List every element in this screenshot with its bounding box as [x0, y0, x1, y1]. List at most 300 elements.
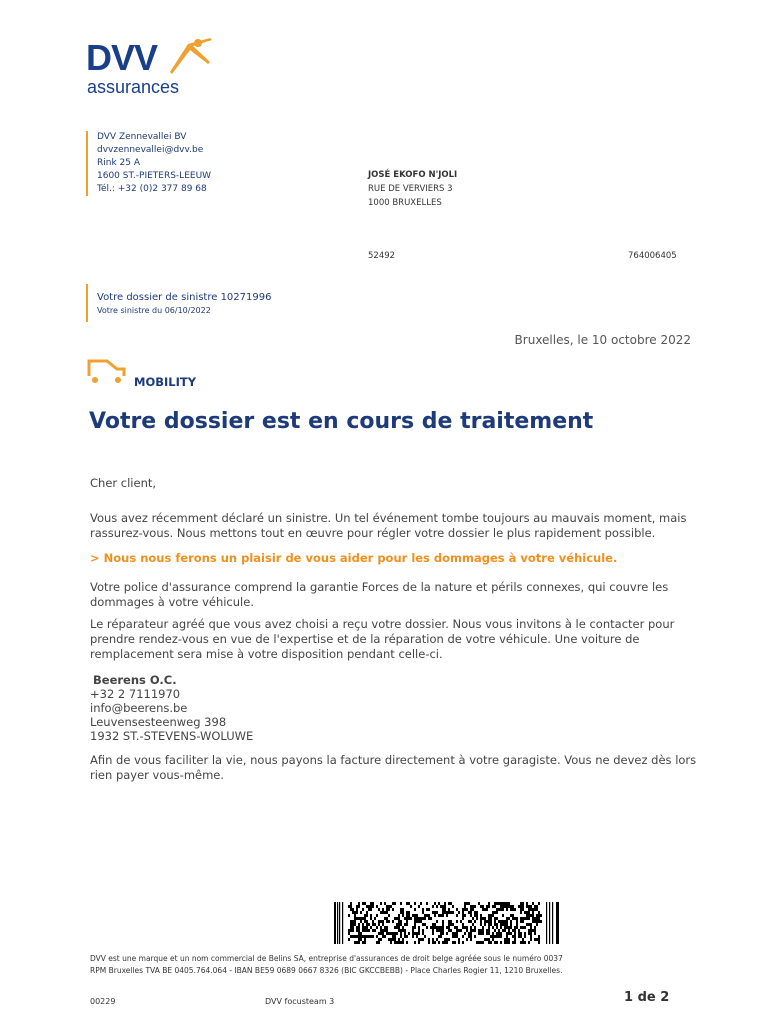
barcode-module	[358, 923, 360, 926]
barcode-module	[458, 911, 460, 914]
barcode-module	[484, 938, 486, 941]
barcode-module	[512, 914, 514, 917]
barcode-module	[360, 932, 362, 935]
barcode-module	[468, 920, 470, 923]
barcode-module	[416, 920, 418, 923]
barcode-module	[530, 908, 532, 911]
barcode-module	[496, 935, 498, 938]
barcode-module	[378, 938, 380, 941]
barcode-module	[406, 923, 408, 926]
barcode-module	[386, 911, 388, 914]
barcode-module	[378, 932, 380, 935]
barcode-module	[368, 908, 370, 911]
barcode-module	[462, 923, 464, 926]
barcode-module	[428, 941, 430, 944]
barcode-module	[388, 914, 390, 917]
barcode-module	[452, 935, 454, 938]
barcode-module	[480, 905, 482, 908]
dossier-number: Votre dossier de sinistre 10271996	[97, 292, 272, 303]
claim-date: Votre sinistre du 06/10/2022	[97, 306, 211, 315]
barcode-module	[488, 905, 490, 908]
barcode-module	[406, 917, 408, 920]
barcode-module	[392, 902, 394, 905]
barcode-module	[512, 908, 514, 911]
barcode-module	[514, 929, 516, 932]
barcode-module	[362, 902, 364, 905]
barcode-module	[490, 920, 492, 923]
barcode-module	[492, 914, 494, 917]
barcode-module	[364, 917, 366, 920]
barcode-module	[384, 917, 386, 920]
barcode-module	[424, 923, 426, 926]
barcode-module	[530, 935, 532, 938]
barcode-module	[372, 905, 374, 908]
barcode-module	[488, 920, 490, 923]
barcode-module	[478, 929, 480, 932]
barcode-module	[416, 917, 418, 920]
barcode-module	[500, 908, 502, 911]
barcode-module	[418, 938, 420, 941]
barcode-module	[494, 923, 496, 926]
barcode-module	[348, 905, 350, 908]
barcode-module	[390, 941, 392, 944]
barcode-module	[438, 929, 440, 932]
barcode-module	[450, 911, 452, 914]
barcode-module	[394, 938, 396, 941]
barcode-module	[494, 917, 496, 920]
barcode-module	[534, 932, 536, 935]
barcode-module	[466, 908, 468, 911]
barcode-module	[426, 908, 428, 911]
barcode-module	[506, 935, 508, 938]
barcode-module	[414, 923, 416, 926]
barcode-module	[404, 929, 406, 932]
barcode-module	[388, 938, 390, 941]
barcode-module	[358, 905, 360, 908]
barcode-module	[362, 908, 364, 911]
barcode-module	[374, 923, 376, 926]
barcode-module	[526, 923, 528, 926]
barcode-module	[514, 926, 516, 929]
barcode-module	[510, 914, 512, 917]
garage-contact	[90, 673, 700, 743]
barcode-module	[496, 902, 498, 905]
barcode-module	[398, 941, 400, 944]
barcode-module	[524, 932, 526, 935]
barcode-module	[466, 929, 468, 932]
barcode-module	[516, 917, 518, 920]
barcode-module	[536, 920, 538, 923]
barcode-module	[508, 917, 510, 920]
barcode-module	[434, 941, 436, 944]
barcode-module	[350, 905, 352, 908]
barcode-module	[490, 914, 492, 917]
barcode-module	[436, 905, 438, 908]
barcode-module	[444, 902, 446, 905]
barcode-module	[364, 914, 366, 917]
barcode-module	[470, 932, 472, 935]
barcode-module	[402, 941, 404, 944]
barcode-module	[424, 935, 426, 938]
barcode-module	[480, 929, 482, 932]
barcode-module	[538, 917, 540, 920]
barcode-module	[448, 938, 450, 941]
barcode-module	[440, 929, 442, 932]
barcode-module	[496, 941, 498, 944]
barcode-module	[464, 902, 466, 905]
barcode-module	[434, 923, 436, 926]
barcode-module	[462, 917, 464, 920]
barcode-module	[490, 917, 492, 920]
barcode-module	[386, 929, 388, 932]
barcode-module	[360, 938, 362, 941]
barcode-module	[384, 935, 386, 938]
legal-line: RPM Bruxelles TVA BE 0405.764.064 - IBAN BE59 0689 0667 8326 (BIC GKCCBEBB) - Place Charles Rogier 11, 1210 Bruxelles.	[90, 966, 563, 975]
barcode-module	[350, 929, 352, 932]
barcode-module	[498, 929, 500, 932]
barcode-module	[514, 908, 516, 911]
barcode-module	[452, 905, 454, 908]
barcode-module	[412, 926, 414, 929]
barcode-module	[454, 935, 456, 938]
barcode-module	[356, 929, 358, 932]
page-title: Votre dossier est en cours de traitement	[89, 409, 594, 434]
barcode-module	[434, 914, 436, 917]
barcode-module	[498, 902, 500, 905]
barcode-module	[442, 923, 444, 926]
barcode-module	[430, 926, 432, 929]
barcode-module	[382, 908, 384, 911]
barcode-module	[488, 926, 490, 929]
barcode-module	[532, 911, 534, 914]
barcode-module	[370, 914, 372, 917]
barcode-module	[412, 932, 414, 935]
barcode-module	[430, 917, 432, 920]
sender-address	[86, 131, 211, 196]
barcode-module	[508, 929, 510, 932]
barcode-module	[354, 941, 356, 944]
barcode-module	[506, 941, 508, 944]
barcode-module	[520, 926, 522, 929]
barcode-module	[500, 920, 502, 923]
barcode-module	[400, 911, 402, 914]
barcode-module	[416, 914, 418, 917]
barcode-module	[474, 911, 476, 914]
barcode-module	[456, 920, 458, 923]
barcode-module	[504, 938, 506, 941]
barcode-module	[368, 929, 370, 932]
barcode-module	[498, 932, 500, 935]
barcode-module	[520, 911, 522, 914]
barcode-module	[388, 920, 390, 923]
barcode-module	[384, 929, 386, 932]
sender-line: DVV Zennevallei BV	[97, 132, 187, 142]
barcode-module	[540, 920, 542, 923]
barcode-module	[502, 923, 504, 926]
barcode-module	[384, 926, 386, 929]
barcode-module	[339, 902, 340, 944]
barcode-module	[538, 914, 540, 917]
barcode-module	[488, 902, 490, 905]
barcode-module	[436, 938, 438, 941]
barcode-module	[376, 935, 378, 938]
barcode-module	[474, 926, 476, 929]
barcode-module	[506, 926, 508, 929]
barcode-module	[424, 914, 426, 917]
barcode-module	[394, 926, 396, 929]
barcode-module	[428, 914, 430, 917]
barcode-module	[354, 935, 356, 938]
barcode-module	[378, 923, 380, 926]
barcode-module	[512, 935, 514, 938]
barcode-module	[528, 929, 530, 932]
barcode-module	[354, 917, 356, 920]
barcode-module	[488, 917, 490, 920]
barcode-module	[484, 920, 486, 923]
barcode-module	[350, 902, 352, 905]
barcode-module	[358, 929, 360, 932]
barcode-module	[488, 929, 490, 932]
barcode-module	[358, 935, 360, 938]
recipient-city: 1000 BRUXELLES	[368, 198, 442, 208]
barcode-module	[496, 932, 498, 935]
barcode-module	[436, 920, 438, 923]
barcode-module	[452, 923, 454, 926]
barcode-module	[524, 911, 526, 914]
sender-line: Rink 25 A	[97, 158, 141, 168]
garage-name: Beerens O.C.	[93, 673, 177, 687]
barcode-module	[356, 941, 358, 944]
barcode-module	[510, 926, 512, 929]
barcode-module	[502, 914, 504, 917]
barcode-module	[500, 935, 502, 938]
barcode-module	[486, 938, 488, 941]
barcode-module	[356, 905, 358, 908]
barcode-module	[426, 902, 428, 905]
barcode-module	[348, 932, 350, 935]
barcode-module	[536, 914, 538, 917]
barcode-module	[508, 941, 510, 944]
barcode-module	[400, 932, 402, 935]
barcode-module	[398, 917, 400, 920]
letter-date: Bruxelles, le 10 octobre 2022	[514, 333, 691, 347]
barcode-module	[484, 917, 486, 920]
barcode-module	[492, 932, 494, 935]
barcode-module	[412, 935, 414, 938]
barcode-module	[394, 935, 396, 938]
barcode-module	[372, 920, 374, 923]
barcode-module	[392, 908, 394, 911]
barcode-module	[364, 929, 366, 932]
barcode-module	[450, 929, 452, 932]
barcode-module	[506, 917, 508, 920]
barcode-module	[480, 920, 482, 923]
barcode-module	[382, 923, 384, 926]
barcode-module	[500, 902, 502, 905]
barcode-module	[436, 929, 438, 932]
barcode-module	[470, 926, 472, 929]
barcode-module	[498, 908, 500, 911]
barcode-module	[502, 920, 504, 923]
barcode-module	[442, 920, 444, 923]
barcode-module	[374, 929, 376, 932]
barcode-module	[460, 920, 462, 923]
barcode-module	[488, 923, 490, 926]
barcode-module	[362, 926, 364, 929]
barcode-module	[452, 911, 454, 914]
barcode-module	[510, 923, 512, 926]
barcode-module	[528, 911, 530, 914]
barcode-module	[486, 929, 488, 932]
barcode-module	[500, 932, 502, 935]
recipient-street: RUE DE VERVIERS 3	[368, 184, 453, 194]
barcode-module	[384, 902, 386, 905]
barcode-module	[552, 902, 553, 944]
barcode-module	[382, 911, 384, 914]
barcode-module	[530, 929, 532, 932]
barcode-module	[380, 932, 382, 935]
barcode-module	[534, 908, 536, 911]
barcode-module	[458, 929, 460, 932]
barcode-module	[364, 935, 366, 938]
barcode-module	[526, 905, 528, 908]
barcode-module	[394, 932, 396, 935]
barcode-module	[366, 929, 368, 932]
barcode-module	[414, 914, 416, 917]
barcode-module	[464, 908, 466, 911]
barcode-module	[512, 917, 514, 920]
barcode-module	[466, 902, 468, 905]
barcode-module	[502, 929, 504, 932]
barcode-module	[356, 917, 358, 920]
recipient-address	[368, 168, 457, 210]
barcode-module	[480, 941, 482, 944]
barcode-module	[374, 917, 376, 920]
barcode-module	[360, 935, 362, 938]
barcode-module	[400, 923, 402, 926]
barcode-module	[538, 941, 540, 944]
barcode-module	[520, 905, 522, 908]
barcode-module	[428, 917, 430, 920]
barcode-module	[528, 932, 530, 935]
barcode-module	[432, 905, 434, 908]
barcode-module	[480, 917, 482, 920]
barcode-module	[496, 911, 498, 914]
barcode-module	[388, 932, 390, 935]
barcode-module	[490, 935, 492, 938]
barcode-module	[484, 908, 486, 911]
barcode-module	[438, 902, 440, 905]
barcode-module	[448, 923, 450, 926]
highlight: > Nous nous ferons un plaisir de vous aider pour les dommages à votre véhicule.	[90, 551, 618, 565]
barcode-module	[524, 926, 526, 929]
category-label: MOBILITY	[134, 375, 197, 389]
barcode-module	[476, 917, 478, 920]
barcode-module	[432, 938, 434, 941]
barcode-module	[418, 932, 420, 935]
barcode-module	[366, 926, 368, 929]
barcode-module	[454, 926, 456, 929]
barcode-module	[482, 932, 484, 935]
recipient-name: JOSÉ EKOFO N'JOLI	[368, 170, 458, 180]
barcode-module	[337, 902, 338, 944]
barcode-module	[362, 941, 364, 944]
barcode-module	[536, 938, 538, 941]
barcode-module	[378, 941, 380, 944]
barcode-module	[440, 905, 442, 908]
barcode-module	[380, 926, 382, 929]
barcode-module	[518, 932, 520, 935]
barcode-module	[522, 905, 524, 908]
barcode-module	[364, 920, 366, 923]
barcode-module	[446, 926, 448, 929]
barcode-module	[446, 938, 448, 941]
barcode-module	[512, 941, 514, 944]
barcode-module	[356, 935, 358, 938]
barcode-module	[364, 941, 366, 944]
legal-notice	[90, 953, 563, 977]
barcode-module	[534, 917, 536, 920]
barcode-module	[506, 920, 508, 923]
barcode-module	[540, 914, 542, 917]
barcode-module	[388, 908, 390, 911]
barcode-module	[372, 929, 374, 932]
barcode-module	[474, 920, 476, 923]
barcode-module	[386, 908, 388, 911]
barcode-module	[468, 911, 470, 914]
barcode-module	[478, 932, 480, 935]
barcode-module	[534, 929, 536, 932]
barcode-module	[450, 902, 452, 905]
barcode-module	[422, 911, 424, 914]
barcode-module	[416, 932, 418, 935]
barcode-module	[508, 938, 510, 941]
barcode-module	[368, 923, 370, 926]
barcode-module	[350, 935, 352, 938]
barcode-module	[438, 914, 440, 917]
barcode-module	[384, 911, 386, 914]
barcode-module	[362, 917, 364, 920]
barcode-module	[442, 905, 444, 908]
barcode-module	[532, 920, 534, 923]
barcode-module	[474, 914, 476, 917]
barcode-module	[482, 908, 484, 911]
barcode-module	[382, 935, 384, 938]
barcode-module	[420, 902, 422, 905]
barcode-module	[356, 908, 358, 911]
barcode-module	[390, 932, 392, 935]
barcode-module	[432, 929, 434, 932]
barcode-module	[514, 932, 516, 935]
barcode-module	[492, 935, 494, 938]
barcode-module	[356, 926, 358, 929]
barcode-module	[512, 905, 514, 908]
garage-email: info@beerens.be	[90, 701, 188, 715]
barcode-module	[408, 932, 410, 935]
barcode-module	[438, 941, 440, 944]
barcode-module	[448, 926, 450, 929]
barcode-module	[450, 923, 452, 926]
barcode-module	[536, 908, 538, 911]
barcode-module	[404, 917, 406, 920]
barcode-module	[400, 929, 402, 932]
barcode-module	[468, 932, 470, 935]
barcode-module	[478, 941, 480, 944]
barcode-module	[406, 902, 408, 905]
barcode-module	[460, 929, 462, 932]
barcode-module	[370, 926, 372, 929]
barcode-module	[402, 914, 404, 917]
